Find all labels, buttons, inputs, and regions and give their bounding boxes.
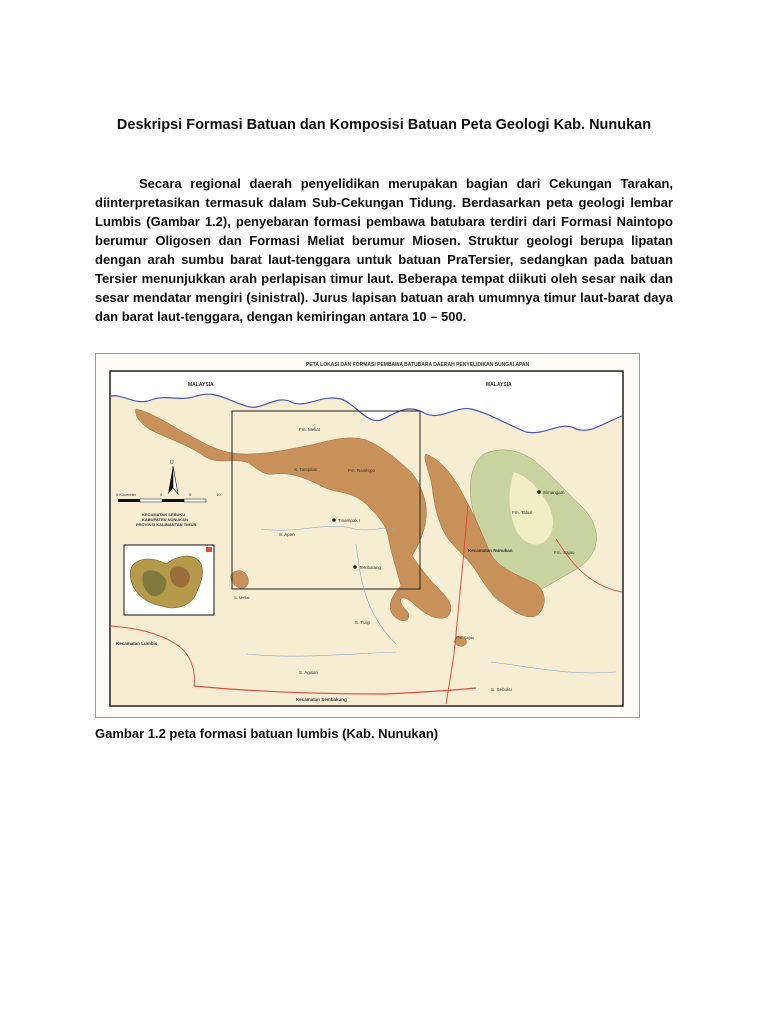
inset-location-map	[124, 545, 214, 615]
dot-tinampak	[332, 518, 336, 522]
label-kec-nunukan: Kecamatan Nunukan	[468, 548, 513, 553]
label-fm-sajau-2: Fm. Sajau	[456, 635, 475, 640]
dot-simangam	[537, 490, 541, 494]
label-s-tulip: S. Tulip	[355, 620, 371, 625]
geology-map-figure	[95, 353, 640, 718]
document-title: Deskripsi Formasi Batuan dan Komposisi Batuan Peta Geologi Kab. Nunukan	[116, 117, 652, 133]
label-kec-sembakung: Kecamatan Sembakung	[296, 697, 347, 702]
label-fm-sajau: Fm. Sajau	[554, 550, 575, 555]
label-s-meliat: S. Meliat	[234, 595, 250, 600]
label-s-apan: S. Apan	[279, 532, 295, 537]
scale-label: 5 Kilometer	[116, 492, 137, 497]
label-tinampak: Tinampak I	[338, 518, 361, 523]
label-fm-meliat: Fm. Meliat	[299, 427, 321, 432]
label-malaysia-right: MALAYSIA	[486, 382, 512, 388]
label-s-sebuku: S. Sebuku	[491, 687, 512, 692]
label-s-agisan: S. Agisan	[299, 670, 319, 675]
scale-tick-0: 0	[160, 492, 163, 497]
inset-title-line-1: KECAMATAN SEBUKU	[142, 512, 186, 517]
inset-title-line-3: PROVINSI KALIMANTAN TIMUR	[136, 522, 197, 527]
label-tembalang: Tembalang	[359, 565, 382, 570]
map-header: PETA LOKASI DAN FORMASI PEMBAWA BATUBARA DAERAH PENYELIDIKAN SUNGAI APAN	[306, 362, 530, 368]
figure-caption: Gambar 1.2 peta formasi batuan lumbis (Kab. Nunukan)	[95, 726, 439, 741]
label-s-tampilan: S. Tampilan	[294, 467, 318, 472]
label-fm-naintopo: Fm. Naintopo	[348, 468, 376, 473]
inset-title-line-2: KABUPATEN NUNUKAN	[142, 517, 188, 522]
north-label: U	[170, 460, 174, 466]
paragraph-text: Secara regional daerah penyelidikan merupakan bagian dari Cekungan Tarakan, diinterpretasikan termasuk dalam Sub-Cekungan Tidung. Berdasarkan peta geologi lembar Lumbis (Gambar 1.2), penyebaran formasi pembawa batubara terdiri dari Formasi Naintopo berumur Oligosen dan Formasi Meliat berumur Miosen. Struktur geologi berupa lipatan dengan arah sumbu barat laut-tenggara untuk batuan PraTersier, sedangkan pada batuan Tersier menunjukkan arah perlapisan timur laut. Beberapa tempat diikuti oleh sesar naik dan sesar mendatar mengiri (sinistral). Jurus lapisan batuan arah umumnya timur laut-barat daya dan barat laut-tenggara, dengan kemiringan antara 10 – 500.	[95, 176, 673, 324]
scale-tick-5: 5	[189, 492, 192, 497]
label-fm-tabul: Fm. Tabul	[512, 510, 532, 515]
label-kec-lumbis: Kecamatan Lumbis	[116, 641, 158, 646]
body-paragraph	[95, 174, 673, 326]
dot-tembalang	[353, 565, 357, 569]
label-malaysia-left: MALAYSIA	[188, 382, 214, 388]
scale-tick-10: 10	[216, 492, 221, 497]
label-simangam: Simangam	[543, 490, 565, 495]
geology-map	[96, 354, 639, 717]
